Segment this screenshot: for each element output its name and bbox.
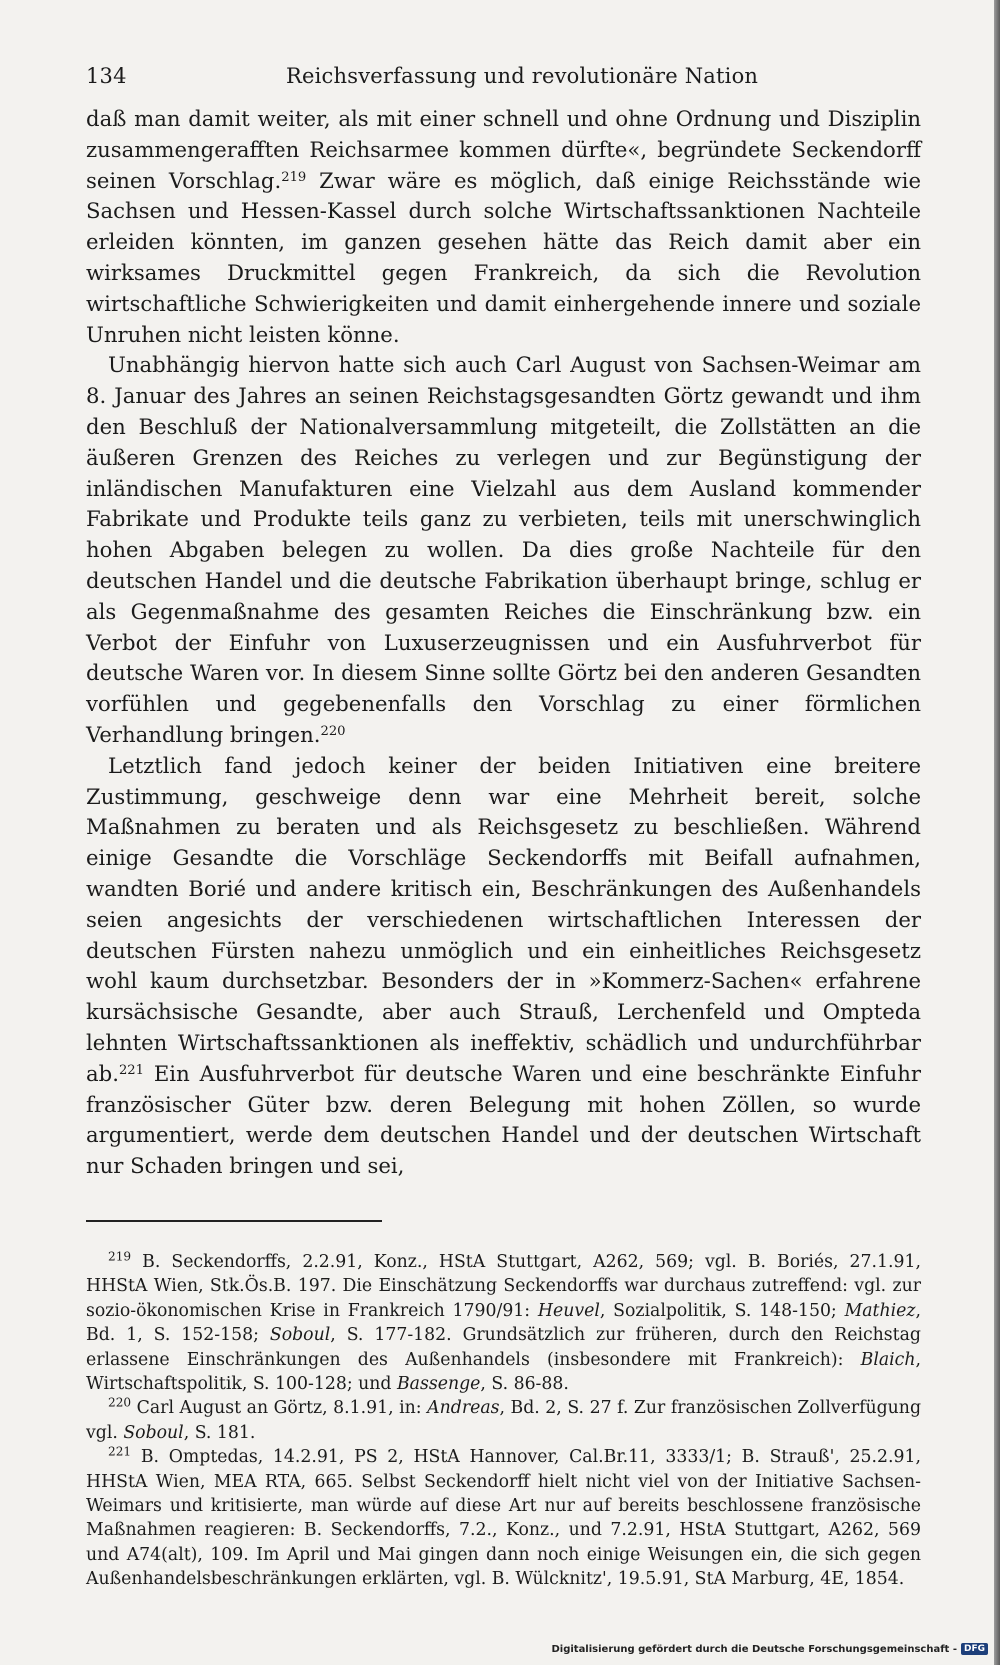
footnote-text: , S. 86-88. [480, 1373, 569, 1394]
footnote-ref-220[interactable]: 220 [320, 723, 346, 739]
paragraph-text: daß man damit weiter, als mit einer schnell und ohne Ordnung und Disziplin zusammengerafften Reichsarmee kommen dürfte«, begründete Seckendorff seinen Vorschlag. [86, 106, 921, 193]
footnote-text: , Wirtschaftspolitik, S. 100-128; und [86, 1349, 921, 1394]
footnotes [86, 1250, 921, 1592]
paragraph-text: Zwar wäre es möglich, daß einige Reichsstände wie Sachsen und Hessen-Kassel durch solche Wirtschaftssanktionen Nachteile erleiden könnten, im ganzen gesehen hätte das Reich damit aber ein wirksames Druckmittel gegen Frankreich, da sich die Revolution wirtschaftliche Schwierigkeiten und damit einhergehende innere und soziale Unruhen nicht leisten könne. [86, 167, 922, 347]
paragraph-text: Unabhängig hiervon hatte sich auch Carl August von Sachsen-Weimar am 8. Januar des Jahres an seinen Reichstagsgesandten Görtz gewandt und ihm den Beschluß der Nationalversammlung mitgeteilt, die Zollstätten an die äußeren Grenzen des Reiches zu verlegen und zur Begünstigung der inländischen Manufakturen eine Vielzahl aus dem Ausland kommender Fabrikate und Produkte teils ganz zu verbieten, teils mit unerschwinglich hohen Abgaben belegen zu wollen. Da dies große Nachteile für den deutschen Handel und die deutsche Fabrikation überhaupt bringe, schlug er als Gegenmaßnahme des gesamten Reiches die Einschränkung bzw. ein Verbot der Einfuhr von Luxuserzeugnissen und ein Ausfuhrverbot für deutsche Waren vor. In diesem Sinne sollte Görtz bei den anderen Gesandten vorfühlen und gegebenenfalls den Vorschlag zu einer förmlichen Verhandlung bringen. [86, 352, 921, 747]
author-name: Mathiez [844, 1300, 916, 1321]
author-name: Blaich [860, 1349, 916, 1370]
footnote-number: 221 [108, 1444, 132, 1459]
author-name: Soboul [123, 1422, 184, 1443]
footnote-text: , S. 181. [183, 1422, 256, 1443]
footnote-text: Carl August an Görtz, 8.1.91, in: [131, 1398, 428, 1419]
author-name: Bassenge [396, 1373, 481, 1394]
footnote-221 [86, 1445, 921, 1591]
body-text [86, 104, 921, 1182]
footnote-text: B. Seckendorffs, 2.2.91, Konz., HStA Stuttgart, A262, 569; vgl. B. Boriés, 27.1.91, HHStA Wien, Stk.Ös.B. 197. Die Einschätzung Seckendorffs war durchaus zutreffend: vgl. zur sozio-ökonomischen Krise in Frankreich 1790/91: [86, 1251, 921, 1321]
paragraph-1 [86, 104, 921, 350]
funding-notice: Digitalisierung gefördert durch die Deutsche Forschungsgemeinschaft - [551, 1643, 957, 1655]
footnote-number: 220 [108, 1395, 132, 1410]
scan-edge [994, 0, 1000, 1665]
footnote-number: 219 [108, 1249, 132, 1264]
footnote-text: , Bd. 2, S. 27 f. Zur französischen Zollverfügung vgl. [86, 1398, 922, 1443]
footnote-ref-221[interactable]: 221 [118, 1062, 144, 1078]
paragraph-3 [86, 751, 921, 1182]
footnote-220 [86, 1396, 921, 1445]
author-name: Soboul [269, 1325, 331, 1346]
paragraph-2 [86, 350, 921, 750]
footnote-text: B. Omptedas, 14.2.91, PS 2, HStA Hannover, Cal.Br.11, 3333/1; B. Strauß', 25.2.91, HHStA Wien, MEA RTA, 665. Selbst Seckendorff hielt nicht viel von der Initiative Sachsen-Weimars und kritisierte, man würde auf diese Art nur auf bereits beschlossene französische Maßnahmen reagieren: B. Seckendorffs, 7.2., Konz., und 7.2.91, HStA Stuttgart, A262, 569 und A74(alt), 109. Im April und Mai gingen dann noch einige Weisungen ein, die sich gegen Außenhandelsbeschränkungen erklärten, vgl. B. Wülcknitz', 19.5.91, StA Marburg, 4E, 1854. [86, 1447, 921, 1590]
dfg-logo-icon: DFG [961, 1643, 988, 1655]
author-name: Andreas [427, 1398, 500, 1419]
paragraph-text: Letztlich fand jedoch keiner der beiden Initiativen eine breitere Zustimmung, geschweige denn war eine Mehrheit bereit, solche Maßnahmen zu beraten und als Reichsgesetz zu beschließen. Während einige Gesandte die Vorschläge Seckendorffs mit Beifall aufnahmen, wandten Borié und andere kritisch ein, Beschränkungen des Außenhandels seien angesichts der verschiedenen wirtschaftlichen Interessen der deutschen Fürsten nahezu unmöglich und ein einheitliches Reichsgesetz wohl kaum durchsetzbar. Besonders der in »Kommerz-Sachen« erfahrene kursächsische Gesandte, aber auch Strauß, Lerchenfeld und Ompteda lehnten Wirtschaftssanktionen als ineffektiv, schädlich und undurchführbar ab. [86, 752, 921, 1086]
footnote-text: , Bd. 1, S. 152-158; [86, 1300, 921, 1346]
running-title: Reichsverfassung und revolutionäre Nation [286, 64, 759, 88]
book-page [86, 64, 921, 1592]
footnote-219 [86, 1250, 921, 1396]
scan-footer [551, 1643, 988, 1655]
paragraph-text: Ein Ausfuhrverbot für deutsche Waren und eine beschränkte Einfuhr französischer Güter bzw. deren Belegung mit hohen Zöllen, so wurde argumentiert, werde dem deutschen Handel und der deutschen Wirtschaft nur Schaden bringen und sei, [86, 1060, 921, 1179]
footnote-divider [86, 1220, 382, 1222]
author-name: Heuvel [537, 1300, 600, 1321]
footnote-text: , Sozialpolitik, S. 148-150; [599, 1300, 845, 1321]
footnote-text: , S. 177-182. Grundsätzlich zur früheren, durch den Reichstag erlassene Einschränkungen des Außenhandels (insbesondere mit Frankreich): [86, 1325, 921, 1370]
running-head [86, 64, 921, 104]
footnote-ref-219[interactable]: 219 [281, 169, 307, 185]
page-number: 134 [86, 64, 127, 88]
